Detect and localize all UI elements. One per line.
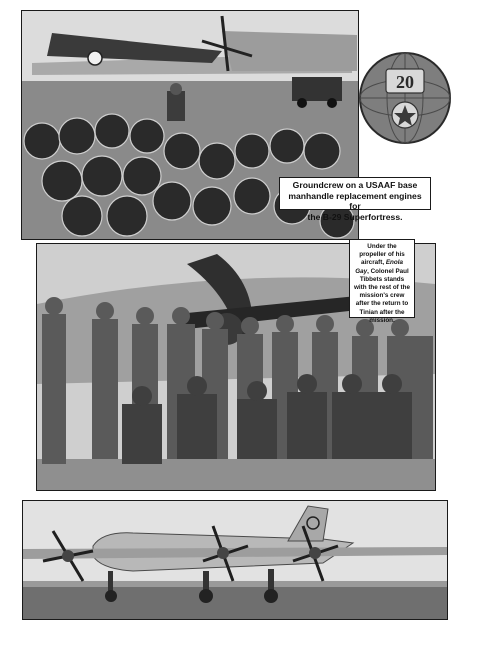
twentieth-air-force-patch-icon	[358, 51, 452, 145]
caption-enola-gay-crew: Under the propeller of his aircraft, Enola Gay, Colonel Paul Tibbets stands with the rest of the mission's crew after the return to Tinian after the mission.	[349, 239, 415, 318]
photo-b29-runway	[22, 500, 448, 620]
patch-number: 20	[396, 72, 414, 92]
caption-groundcrew-engines: Groundcrew on a USAAF base manhandle replacement engines for the B-29 Superfortress.	[279, 177, 431, 210]
